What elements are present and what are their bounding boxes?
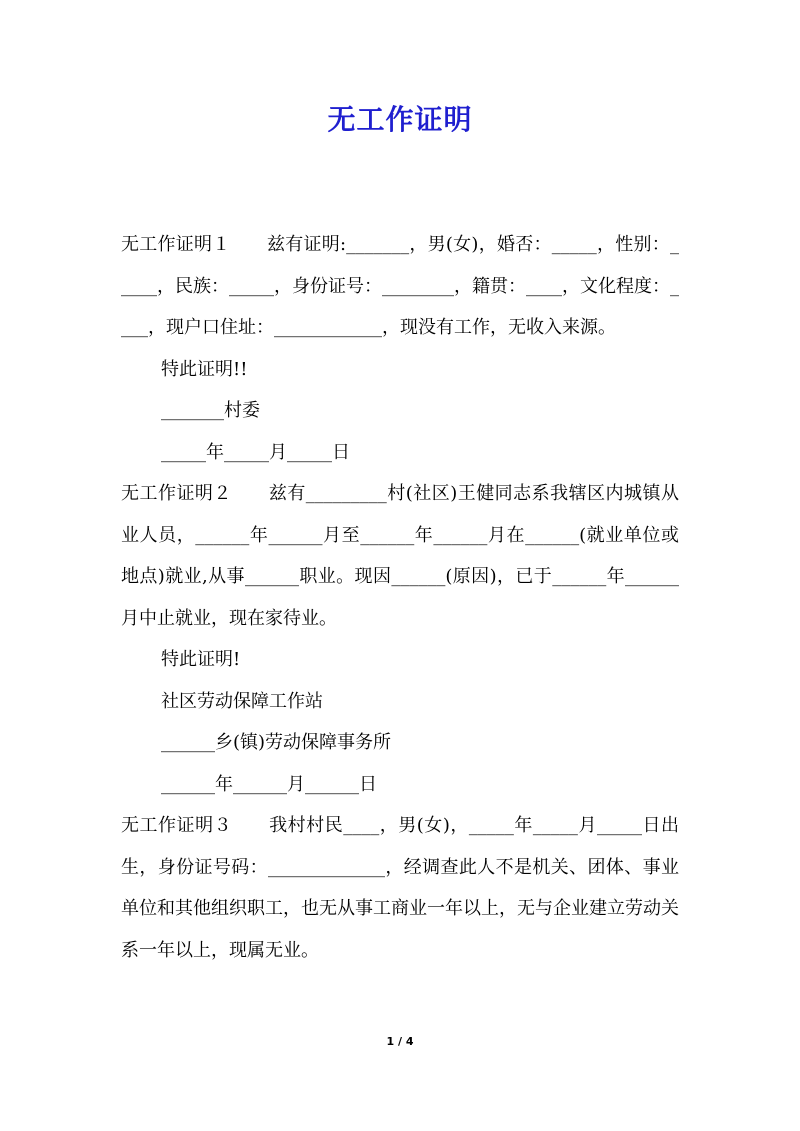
document-title: 无工作证明 [327, 103, 473, 136]
page-number: 1 / 4 [386, 1035, 414, 1048]
certificate-1-body: 无工作证明１ 兹有证明:_______，男(女)，婚否：_____，性别：_____，民族：_____，身份证号：________，籍贯：____，文化程度：____，现户口住址：____________，现没有工作，无收入来源。 [121, 234, 679, 338]
certificate-3-body: 无工作证明３ 我村村民____，男(女)，_____年_____月_____日出生，身份证号码：_____________，经调查此人不是机关、团体、事业单位和其他组织职工，也无从事工商业一年以上，无与企业建立劳动关系一年以上，现属无业。 [121, 815, 679, 961]
certificate-1-date: _____年_____月_____日 [161, 441, 350, 463]
certificate-1-issuer: _______村委 [161, 400, 260, 421]
certificate-2-closing: 特此证明! [161, 649, 241, 670]
certificate-2-issuer-station: 社区劳动保障工作站 [161, 690, 323, 712]
certificate-2-issuer-office: ______乡(镇)劳动保障事务所 [161, 732, 392, 753]
certificate-1-closing: 特此证明!! [161, 358, 248, 380]
document-body [121, 224, 679, 971]
certificate-2-body: 无工作证明２ 兹有_________村(社区)王健同志系我辖区内城镇从业人员，______年______月至______年______月在______(就业单位或地点)就业,从事______职业。现因______(原因)，已于______年______月中止就业，现在家待业。 [121, 483, 679, 629]
certificate-2-date: ______年______月______日 [161, 773, 377, 795]
